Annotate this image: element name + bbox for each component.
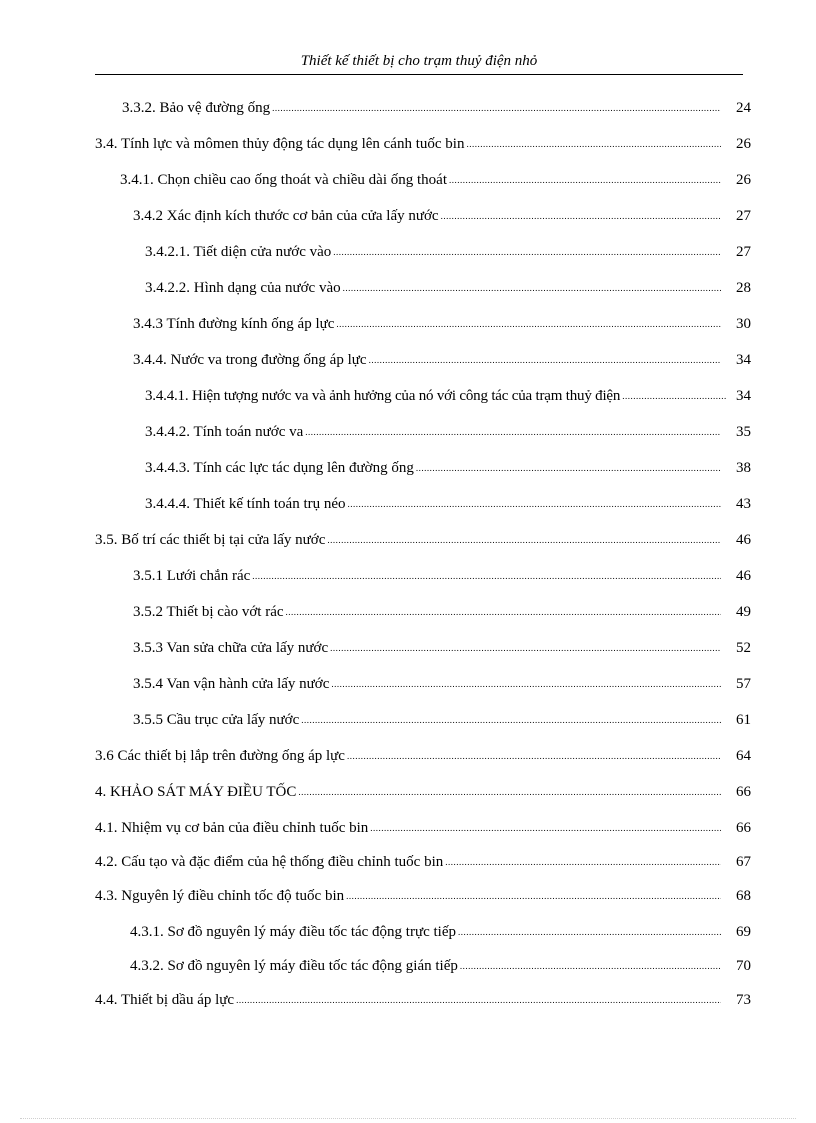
toc-entry-page: 66 <box>736 784 751 800</box>
toc-entry-title: 4.2. Cấu tạo và đặc điểm của hệ thống điều chỉnh tuốc bin <box>95 854 444 870</box>
toc-entry-page: 34 <box>736 388 751 404</box>
toc-entry[interactable] <box>145 457 751 477</box>
toc-entry[interactable] <box>95 885 751 905</box>
toc-entry-page: 28 <box>736 280 751 296</box>
toc-entry-page: 73 <box>736 992 751 1008</box>
toc-entry-page: 57 <box>736 676 751 692</box>
toc-entry-title: 3.5.2 Thiết bị cào vớt rác <box>133 604 284 620</box>
toc-entry[interactable] <box>95 745 751 765</box>
toc-entry-title: 3.4.4.4. Thiết kế tính toán trụ néo <box>145 496 346 512</box>
dot-leader <box>369 355 721 366</box>
running-header: Thiết kế thiết bị cho trạm thuỷ điện nhỏ <box>300 53 538 69</box>
dot-leader <box>458 927 721 938</box>
toc-entry-title: 3.5.4 Van vận hành cửa lấy nước <box>133 676 330 692</box>
toc-entry[interactable] <box>130 921 751 941</box>
toc-entry[interactable] <box>120 169 751 189</box>
dot-leader <box>305 427 721 438</box>
toc-entry-page: 67 <box>736 854 751 870</box>
toc-entry[interactable] <box>95 989 751 1009</box>
toc-entry-title: 4.3. Nguyên lý điều chỉnh tốc độ tuốc bin <box>95 888 345 904</box>
toc-entry[interactable] <box>95 133 751 153</box>
dot-leader <box>466 139 721 150</box>
toc-entry-title: 3.6 Các thiết bị lắp trên đường ống áp lực <box>95 748 345 764</box>
toc-entry[interactable] <box>133 565 751 585</box>
toc-entry[interactable] <box>133 349 751 369</box>
toc-entry-title: 4.3.2. Sơ đồ nguyên lý máy điều tốc tác động gián tiếp <box>130 958 458 974</box>
dot-leader <box>333 247 721 258</box>
toc-entry-title: 3.4.2.1. Tiết diện cửa nước vào <box>145 244 332 260</box>
toc-entry[interactable] <box>122 97 751 117</box>
dot-leader <box>272 103 721 114</box>
toc-entry[interactable] <box>95 529 751 549</box>
toc-entry-title: 3.4.2 Xác định kích thước cơ bản của cửa lấy nước <box>133 208 439 224</box>
toc-entry-title: 3.5.1 Lưới chắn rác <box>133 568 251 584</box>
dot-leader <box>370 823 721 834</box>
toc-entry-title: 4. KHẢO SÁT MÁY ĐIỀU TỐC <box>95 784 297 800</box>
toc-entry[interactable] <box>145 277 751 297</box>
dot-leader <box>327 535 721 546</box>
toc-entry-title: 3.5.3 Van sửa chữa cửa lấy nước <box>133 640 329 656</box>
toc-entry[interactable] <box>130 955 751 975</box>
toc-entry-page: 26 <box>736 172 751 188</box>
toc-entry-page: 46 <box>736 532 751 548</box>
toc-entry[interactable] <box>133 637 751 657</box>
toc-entry-title: 4.3.1. Sơ đồ nguyên lý máy điều tốc tác động trực tiếp <box>130 924 457 940</box>
toc-entry[interactable] <box>133 313 751 333</box>
dot-leader <box>346 891 721 902</box>
dot-leader <box>445 857 721 868</box>
toc-entry-page: 69 <box>736 924 751 940</box>
dot-leader <box>441 211 721 222</box>
dot-leader <box>460 961 721 972</box>
toc-entry[interactable] <box>145 421 751 441</box>
toc-entry-page: 38 <box>736 460 751 476</box>
dot-leader <box>236 995 721 1006</box>
toc-entry-title: 3.4.4. Nước va trong đường ống áp lực <box>133 352 367 368</box>
toc-entry[interactable] <box>145 241 751 261</box>
toc-entry[interactable] <box>133 673 751 693</box>
toc-entry[interactable] <box>133 601 751 621</box>
toc-entry-page: 30 <box>736 316 751 332</box>
toc-entry[interactable] <box>95 817 751 837</box>
toc-entry[interactable] <box>133 205 751 225</box>
toc-entry-title: 3.4.3 Tính đường kính ống áp lực <box>133 316 335 332</box>
toc-entry-title: 3.3.2. Bảo vệ đường ống <box>122 100 271 116</box>
toc-entry-page: 34 <box>736 352 751 368</box>
toc-entry-title: 3.4.4.1. Hiện tượng nước va và ảnh hưởng của nó với công tác của trạm thuỷ điện <box>145 388 621 404</box>
dot-leader <box>252 571 721 582</box>
toc-entry-title: 3.4.4.3. Tính các lực tác dụng lên đường ống <box>145 460 414 476</box>
dot-leader <box>301 715 721 726</box>
toc-entry-title: 3.5. Bố trí các thiết bị tại cửa lấy nước <box>95 532 326 548</box>
dot-leader <box>336 319 721 330</box>
dot-leader <box>331 679 721 690</box>
toc-entry-title: 3.4.1. Chọn chiều cao ống thoát và chiều dài ống thoát <box>120 172 448 188</box>
dot-leader <box>347 751 721 762</box>
toc-entry-title: 4.1. Nhiệm vụ cơ bản của điều chỉnh tuốc bin <box>95 820 369 836</box>
toc-entry-title: 3.4.2.2. Hình dạng của nước vào <box>145 280 341 296</box>
page-bottom-edge <box>20 1118 796 1119</box>
toc-entry[interactable] <box>133 709 751 729</box>
toc-entry-page: 46 <box>736 568 751 584</box>
toc-entry[interactable] <box>145 385 751 405</box>
dot-leader <box>330 643 721 654</box>
toc-entry-page: 27 <box>736 208 751 224</box>
toc-entry-page: 35 <box>736 424 751 440</box>
toc-entry-page: 52 <box>736 640 751 656</box>
dot-leader <box>449 175 721 186</box>
toc-entry-title: 4.4. Thiết bị dầu áp lực <box>95 992 235 1008</box>
toc-entry-page: 66 <box>736 820 751 836</box>
toc-entry-page: 64 <box>736 748 751 764</box>
toc-entry-title: 3.5.5 Cầu trục cửa lấy nước <box>133 712 300 728</box>
toc-entry[interactable] <box>95 851 751 871</box>
dot-leader <box>348 499 721 510</box>
toc-entry-page: 49 <box>736 604 751 620</box>
toc-entry-page: 24 <box>736 100 751 116</box>
toc-entry-page: 70 <box>736 958 751 974</box>
toc-entry[interactable] <box>95 781 751 801</box>
toc-entry-page: 27 <box>736 244 751 260</box>
toc-entry-title: 3.4. Tính lực và mômen thủy động tác dụng lên cánh tuốc bin <box>95 136 465 152</box>
dot-leader <box>343 283 721 294</box>
toc-entry[interactable] <box>145 493 751 513</box>
dot-leader <box>416 463 721 474</box>
dot-leader <box>622 391 727 402</box>
toc-entry-page: 61 <box>736 712 751 728</box>
toc-entry-title: 3.4.4.2. Tính toán nước va <box>145 424 304 440</box>
dot-leader <box>286 607 721 618</box>
toc-entry-page: 26 <box>736 136 751 152</box>
toc-entry-page: 43 <box>736 496 751 512</box>
dot-leader <box>298 787 721 798</box>
toc-entry-page: 68 <box>736 888 751 904</box>
